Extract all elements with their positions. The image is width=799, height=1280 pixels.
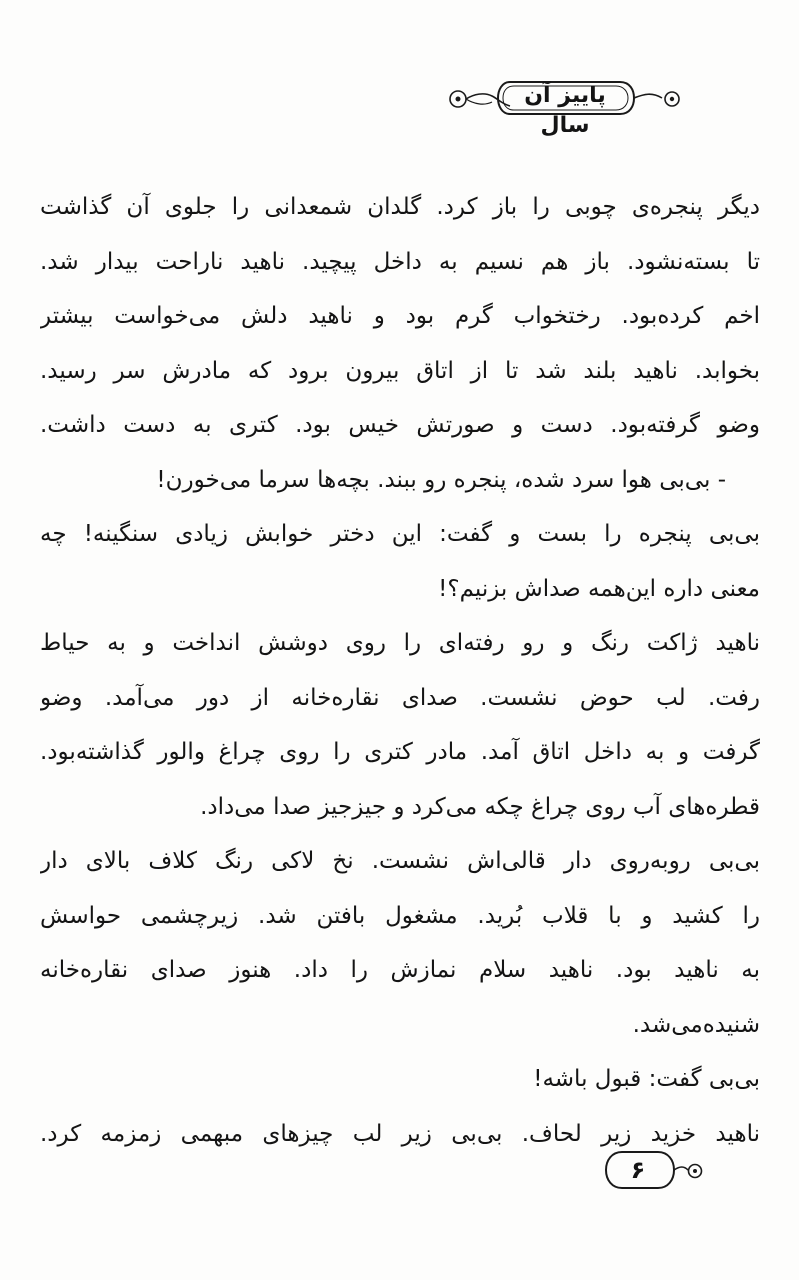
text-line: بی‌بی گفت: قبول باشه!	[533, 1066, 760, 1092]
text-line: ناهید خزید زیر لحاف. بی‌بی زیر لب چیزهای مبهمی زمزمه کرد.	[40, 1120, 760, 1147]
page-footer	[600, 1146, 710, 1196]
text-line: به ناهید بود. ناهید سلام نمازش را داد. هنوز صدای نقاره‌خانه	[40, 957, 760, 983]
book-title: پاییز آن سال	[524, 83, 606, 138]
text-line: معنی داره این‌همه صداش بزنیم؟!	[438, 575, 760, 602]
text-line: دیگر پنجره‌ی چوبی را باز کرد. گلدان شمعدانی را جلوی آن گذاشت	[40, 194, 760, 220]
running-header	[440, 72, 690, 138]
text-line: اخم کرده‌بود. رختخواب گرم بود و ناهید دلش می‌خواست بیشتر	[40, 303, 760, 329]
dialogue-line: - بی‌بی هوا سرد شده، پنجره رو ببند. بچه‌ها سرما می‌خورن!	[156, 466, 726, 493]
text-line: بخوابد. ناهید بلند شد تا از اتاق بیرون برود که مادرش سر رسید.	[40, 357, 760, 384]
text-line: ناهید ژاکت رنگ و رو رفته‌ای را روی دوشش انداخت و به حیاط	[40, 630, 760, 656]
text-line: بی‌بی روبه‌روی دار قالی‌اش نشست. نخ لاکی رنگ کلاف بالای دار	[40, 848, 760, 874]
text-line: بی‌بی پنجره را بست و گفت: این دختر خوابش زیادی سنگینه! چه	[40, 521, 760, 547]
text-line: رفت. لب حوض نشست. صدای نقاره‌خانه از دور می‌آمد. وضو	[40, 684, 760, 711]
page-number: ۶	[630, 1156, 646, 1184]
text-line: را کشید و با قلاب بُرید. مشغول بافتن شد. زیرچشمی حواسش	[40, 902, 760, 929]
text-line: تا بسته‌نشود. باز هم نسیم به داخل پیچید. ناهید ناراحت بیدار شد.	[40, 248, 760, 275]
text-line: وضو گرفته‌بود. دست و صورتش خیس بود. کتری به دست داشت.	[40, 412, 760, 438]
body-text	[40, 180, 760, 1161]
text-line: قطره‌های آب روی چراغ چکه می‌کرد و جیزجیز صدا می‌داد.	[200, 793, 760, 820]
text-line: گرفت و به داخل اتاق آمد. مادر کتری را روی چراغ والور گذاشته‌بود.	[40, 739, 760, 765]
text-line: شنیده‌می‌شد.	[632, 1011, 760, 1038]
